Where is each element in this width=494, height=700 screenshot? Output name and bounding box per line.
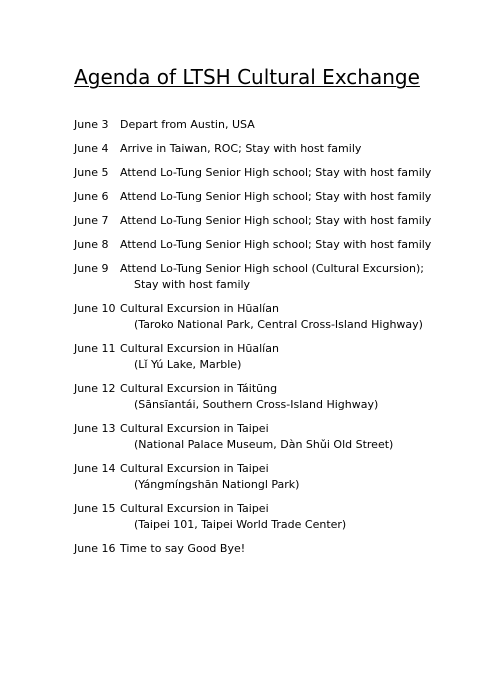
agenda-body <box>120 301 474 333</box>
agenda-item <box>74 165 474 181</box>
agenda-body <box>120 261 474 293</box>
agenda-date: June 6 <box>74 190 109 203</box>
agenda-detail: (Sānsīantái, Southern Cross-Island Highway) <box>134 398 379 411</box>
agenda-date: June 13 <box>74 422 116 435</box>
agenda-detail: (Taroko National Park, Central Cross-Island Highway) <box>134 318 423 331</box>
page-title: Agenda of LTSH Cultural Exchange <box>74 65 420 89</box>
agenda-activity: Attend Lo-Tung Senior High school; Stay with host family <box>120 166 432 179</box>
agenda-activity: Cultural Excursion in Táitūng <box>120 382 278 395</box>
agenda-item <box>74 501 474 533</box>
agenda-body <box>120 189 474 205</box>
agenda-body <box>120 213 474 229</box>
agenda-detail: (National Palace Museum, Dàn Shǔi Old Street) <box>134 438 394 451</box>
agenda-date: June 12 <box>74 382 116 395</box>
agenda-date: June 8 <box>74 238 109 251</box>
agenda-date: June 9 <box>74 262 109 275</box>
agenda-date: June 16 <box>74 542 116 555</box>
agenda-activity: Attend Lo-Tung Senior High school; Stay with host family <box>120 190 432 203</box>
agenda-date: June 7 <box>74 214 109 227</box>
agenda-body <box>120 541 474 557</box>
agenda-item <box>74 381 474 413</box>
agenda-body <box>120 141 474 157</box>
agenda-item <box>74 541 474 557</box>
agenda-date: June 10 <box>74 302 116 315</box>
agenda-body <box>120 421 474 453</box>
agenda-body <box>120 117 474 133</box>
agenda-item <box>74 189 474 205</box>
agenda-date: June 11 <box>74 342 116 355</box>
agenda-activity: Attend Lo-Tung Senior High school; Stay with host family <box>120 214 432 227</box>
agenda-activity: Cultural Excursion in Hūalían <box>120 302 279 315</box>
agenda-date: June 14 <box>74 462 116 475</box>
agenda-item <box>74 261 474 293</box>
agenda-activity: Depart from Austin, USA <box>120 118 255 131</box>
agenda-activity: Attend Lo-Tung Senior High school; Stay with host family <box>120 238 432 251</box>
agenda-date: June 3 <box>74 118 109 131</box>
agenda-item <box>74 461 474 493</box>
agenda-list <box>74 117 474 565</box>
agenda-activity: Cultural Excursion in Hūalían <box>120 342 279 355</box>
agenda-body <box>120 381 474 413</box>
agenda-item <box>74 141 474 157</box>
agenda-detail: (Taipei 101, Taipei World Trade Center) <box>134 518 347 531</box>
agenda-activity: Cultural Excursion in Taipei <box>120 462 269 475</box>
agenda-item <box>74 421 474 453</box>
agenda-activity: Cultural Excursion in Taipei <box>120 422 269 435</box>
agenda-item <box>74 301 474 333</box>
agenda-date: June 15 <box>74 502 116 515</box>
agenda-date: June 5 <box>74 166 109 179</box>
agenda-item <box>74 237 474 253</box>
agenda-body <box>120 165 474 181</box>
agenda-activity: Attend Lo-Tung Senior High school (Cultural Excursion); <box>120 262 424 275</box>
agenda-body <box>120 341 474 373</box>
agenda-item <box>74 341 474 373</box>
agenda-body <box>120 461 474 493</box>
agenda-date: June 4 <box>74 142 109 155</box>
agenda-detail: (Yángmíngshān Nationgl Park) <box>134 478 300 491</box>
agenda-body <box>120 501 474 533</box>
agenda-activity: Cultural Excursion in Taipei <box>120 502 269 515</box>
agenda-activity: Arrive in Taiwan, ROC; Stay with host family <box>120 142 362 155</box>
agenda-activity: Time to say Good Bye! <box>120 542 246 555</box>
agenda-item <box>74 213 474 229</box>
agenda-item <box>74 117 474 133</box>
agenda-body <box>120 237 474 253</box>
agenda-detail: (Lǐ Yú Lake, Marble) <box>134 358 242 371</box>
agenda-detail: Stay with host family <box>134 278 251 291</box>
